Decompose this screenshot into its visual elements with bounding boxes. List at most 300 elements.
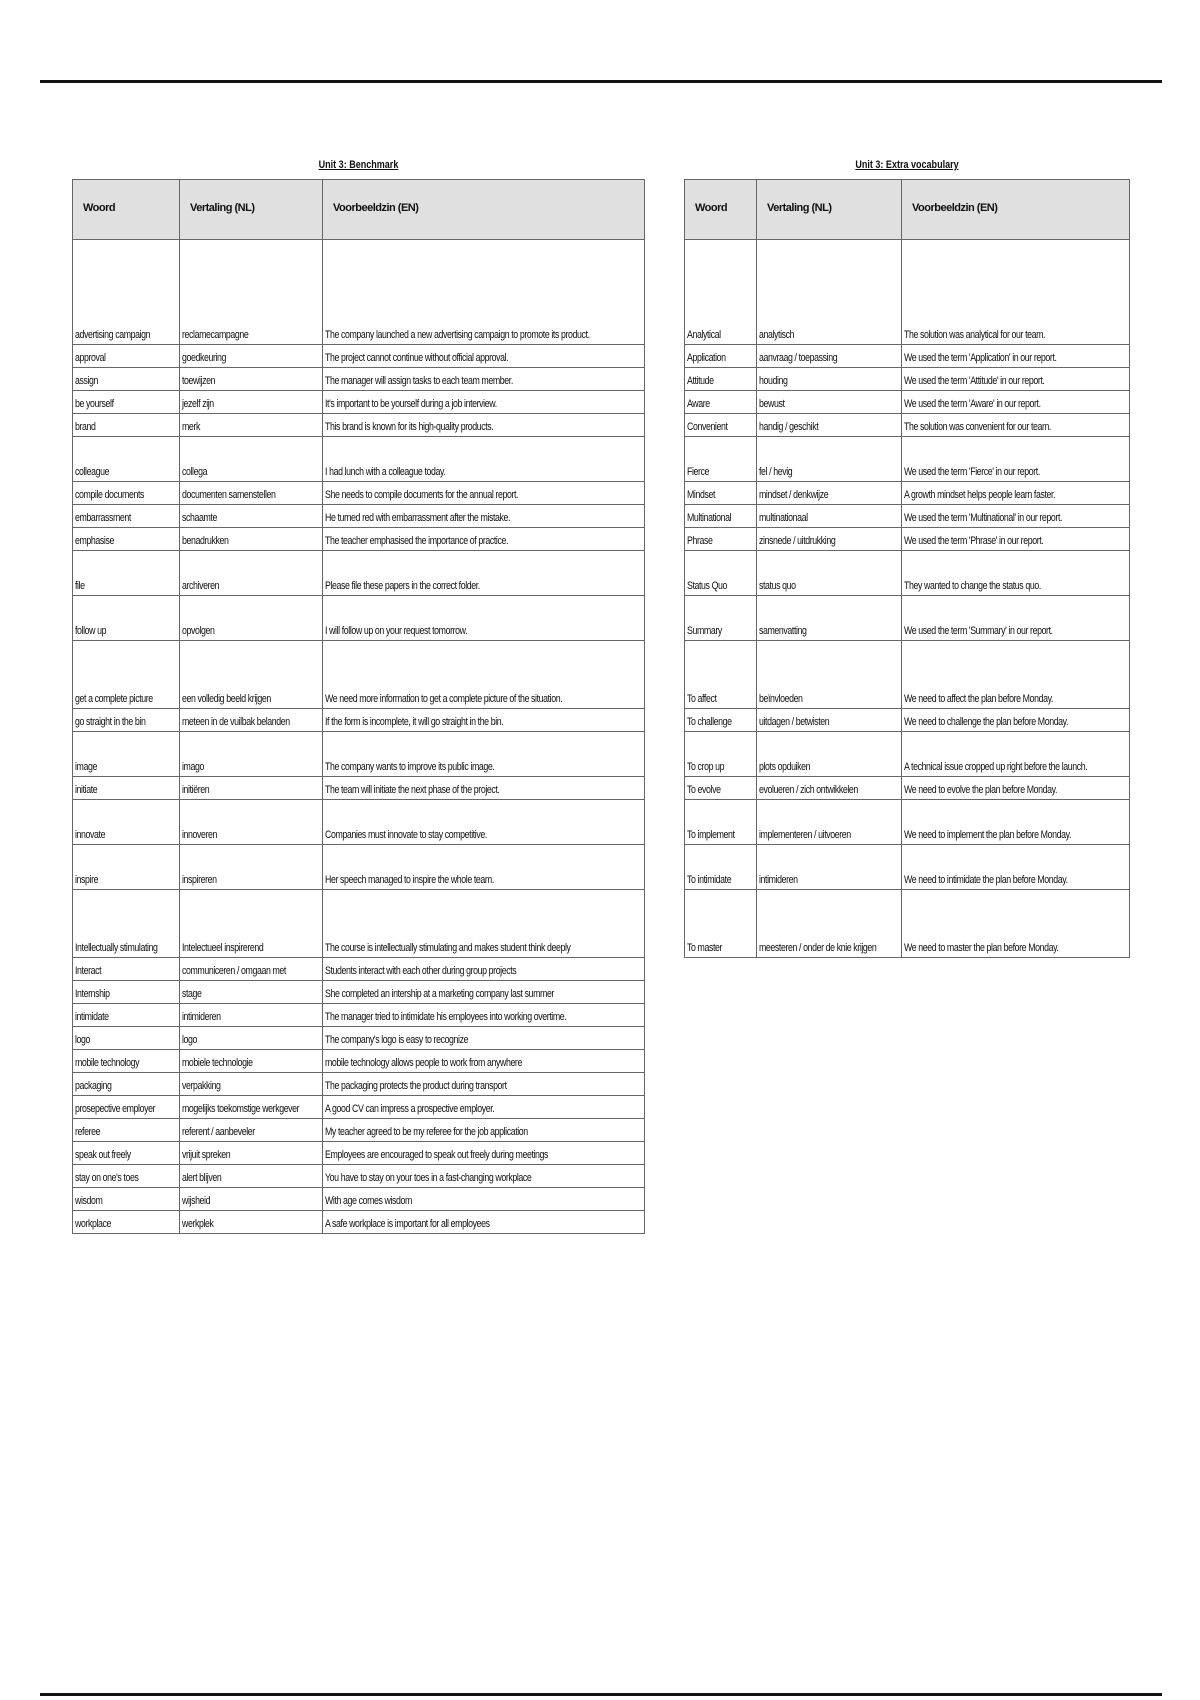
cell-woord [73,709,180,732]
cell-vertaling [757,482,902,505]
cell-voorbeeldzin-text: We need to challenge the plan before Monday. [904,716,1069,728]
cell-vertaling [180,528,323,551]
cell-voorbeeldzin-text: He turned red with embarrassment after the mistake. [325,512,511,524]
cell-woord-text: Convenient [687,421,728,433]
cell-voorbeeldzin-text: A growth mindset helps people learn faster. [904,489,1056,501]
cell-voorbeeldzin [902,482,1130,505]
cell-voorbeeldzin-text: She needs to compile documents for the annual report. [325,489,519,501]
cell-woord [73,528,180,551]
cell-woord-text: embarrassment [75,512,131,524]
cell-woord-text: To intimidate [687,874,732,886]
cell-voorbeeldzin [323,981,645,1004]
cell-woord-text: file [75,580,85,592]
table-row [73,800,645,845]
cell-woord [685,890,757,958]
cell-voorbeeldzin [323,777,645,800]
cell-woord-text: go straight in the bin [75,716,146,728]
cell-vertaling [180,800,323,845]
cell-woord-text: Mindset [687,489,716,501]
cell-voorbeeldzin-text: We need to affect the plan before Monday. [904,693,1053,705]
cell-woord [73,845,180,890]
cell-woord [685,732,757,777]
table-row [73,551,645,596]
cell-voorbeeldzin [323,845,645,890]
cell-vertaling-text: verpakking [182,1080,221,1092]
cell-woord-text: brand [75,421,96,433]
table-row [685,437,1130,482]
cell-woord [73,800,180,845]
table-row [685,845,1130,890]
cell-voorbeeldzin-text: A safe workplace is important for all employees [325,1218,490,1230]
cell-vertaling [180,1119,323,1142]
cell-voorbeeldzin [902,345,1130,368]
table-row [73,437,645,482]
cell-voorbeeldzin-text: Her speech managed to inspire the whole team. [325,874,494,886]
cell-vertaling [757,345,902,368]
column-header-woord: Woord [73,180,180,240]
cell-vertaling-text: innoveren [182,829,218,841]
cell-woord [73,1027,180,1050]
cell-woord [73,368,180,391]
cell-voorbeeldzin-text: The manager will assign tasks to each team member. [325,375,513,387]
table-row [73,958,645,981]
cell-vertaling-text: handig / geschikt [759,421,819,433]
cell-vertaling-text: multinationaal [759,512,808,524]
cell-vertaling [757,641,902,709]
table-row [73,1096,645,1119]
cell-vertaling-text: jezelf zijn [182,398,214,410]
table-row [685,505,1130,528]
cell-vertaling [757,800,902,845]
cell-voorbeeldzin-text: We need to implement the plan before Monday. [904,829,1071,841]
cell-voorbeeldzin [323,800,645,845]
table-row [73,1142,645,1165]
cell-woord [685,414,757,437]
cell-voorbeeldzin-text: We need to master the plan before Monday. [904,942,1059,954]
cell-voorbeeldzin [323,368,645,391]
cell-woord-text: intimidate [75,1011,109,1023]
cell-vertaling [757,551,902,596]
cell-voorbeeldzin [902,528,1130,551]
cell-woord-text: get a complete picture [75,693,153,705]
cell-voorbeeldzin [902,596,1130,641]
cell-woord-text: stay on one's toes [75,1172,139,1184]
cell-vertaling [180,958,323,981]
cell-woord-text: assign [75,375,99,387]
cell-woord-text: Interact [75,965,102,977]
cell-vertaling-text: intimideren [759,874,798,886]
cell-vertaling-text: wijsheid [182,1195,211,1207]
column-header-vertaling: Vertaling (NL) [180,180,323,240]
cell-vertaling [757,240,902,345]
table-row [73,596,645,641]
cell-voorbeeldzin-text: The course is intellectually stimulating and makes student think deeply [325,942,571,954]
cell-woord-text: follow up [75,625,107,637]
cell-voorbeeldzin [323,391,645,414]
cell-voorbeeldzin [323,1142,645,1165]
cell-voorbeeldzin [323,414,645,437]
cell-woord-text: emphasise [75,535,114,547]
cell-vertaling [757,414,902,437]
cell-woord [685,641,757,709]
cell-woord [685,391,757,414]
cell-voorbeeldzin-text: The company wants to improve its public image. [325,761,495,773]
cell-voorbeeldzin-text: Companies must innovate to stay competitive. [325,829,487,841]
table-row [685,732,1130,777]
cell-woord [73,240,180,345]
cell-vertaling [180,345,323,368]
cell-vertaling [180,1027,323,1050]
table-row [73,709,645,732]
top-rule [40,80,1162,83]
table-row [73,368,645,391]
cell-woord [685,437,757,482]
table-row [73,1027,645,1050]
cell-vertaling-text: mobiele technologie [182,1057,253,1069]
cell-voorbeeldzin [902,800,1130,845]
cell-woord-text: innovate [75,829,106,841]
table-row [73,414,645,437]
cell-voorbeeldzin-text: mobile technology allows people to work from anywhere [325,1057,522,1069]
table-row [73,1211,645,1234]
cell-voorbeeldzin [323,345,645,368]
cell-woord [73,732,180,777]
cell-vertaling [180,596,323,641]
cell-woord [685,345,757,368]
cell-vertaling [180,437,323,482]
table-row [685,345,1130,368]
cell-vertaling-text: reclamecampagne [182,329,249,341]
table-row [73,528,645,551]
cell-vertaling [180,641,323,709]
cell-voorbeeldzin-text: We used the term 'Attitude' in our report. [904,375,1045,387]
column-header-woord: Woord [685,180,757,240]
cell-voorbeeldzin [323,890,645,958]
table-row [685,596,1130,641]
table-row [73,345,645,368]
cell-vertaling [180,1096,323,1119]
cell-woord [73,414,180,437]
cell-voorbeeldzin-text: We need to intimidate the plan before Monday. [904,874,1068,886]
cell-voorbeeldzin [323,1211,645,1234]
table-row [73,777,645,800]
cell-vertaling [180,505,323,528]
cell-voorbeeldzin-text: The teacher emphasised the importance of practice. [325,535,508,547]
cell-voorbeeldzin-text: We need to evolve the plan before Monday. [904,784,1058,796]
cell-vertaling [757,505,902,528]
cell-voorbeeldzin [323,437,645,482]
cell-woord [73,1165,180,1188]
cell-woord-text: To evolve [687,784,721,796]
cell-vertaling-text: mindset / denkwijze [759,489,829,501]
cell-voorbeeldzin [902,709,1130,732]
table-row [73,890,645,958]
extra-vocabulary-table [684,179,1130,958]
table-row [73,1004,645,1027]
cell-voorbeeldzin [902,437,1130,482]
cell-woord-text: To implement [687,829,735,841]
cell-voorbeeldzin [323,641,645,709]
cell-vertaling-text: documenten samenstellen [182,489,276,501]
cell-voorbeeldzin-text: Please file these papers in the correct folder. [325,580,480,592]
cell-voorbeeldzin [902,414,1130,437]
cell-woord-text: Attitude [687,375,714,387]
cell-vertaling-text: zinsnede / uitdrukking [759,535,836,547]
cell-woord [73,596,180,641]
cell-vertaling [180,368,323,391]
cell-woord [685,551,757,596]
cell-vertaling [757,777,902,800]
cell-woord-text: workplace [75,1218,112,1230]
cell-vertaling [180,777,323,800]
cell-vertaling-text: mogelijks toekomstige werkgever [182,1103,300,1115]
cell-vertaling-text: werkplek [182,1218,214,1230]
cell-vertaling [180,1050,323,1073]
cell-vertaling [180,709,323,732]
cell-vertaling-text: Intelectueel inspirerend [182,942,264,954]
table-row [73,505,645,528]
cell-woord [685,800,757,845]
cell-vertaling [180,482,323,505]
bottom-rule [40,1693,1162,1696]
cell-woord-text: To crop up [687,761,725,773]
cell-voorbeeldzin [323,958,645,981]
column-header-voorbeeldzin: Voorbeeldzin (EN) [902,180,1130,240]
table-row [73,1119,645,1142]
table-row [73,845,645,890]
cell-voorbeeldzin-text: The company launched a new advertising campaign to promote its product. [325,329,590,341]
cell-woord [685,368,757,391]
cell-voorbeeldzin-text: A good CV can impress a prospective employer. [325,1103,495,1115]
cell-voorbeeldzin [323,551,645,596]
cell-vertaling [180,890,323,958]
cell-voorbeeldzin [323,1188,645,1211]
cell-vertaling [180,1004,323,1027]
cell-vertaling-text: merk [182,421,200,433]
cell-vertaling-text: opvolgen [182,625,215,637]
cell-vertaling-text: schaamte [182,512,217,524]
cell-woord-text: image [75,761,97,773]
cell-voorbeeldzin-text: We used the term 'Summary' in our report. [904,625,1053,637]
cell-woord-text: Intellectually stimulating [75,942,158,954]
cell-vertaling-text: implementeren / uitvoeren [759,829,851,841]
cell-vertaling-text: meteen in de vuilbak belanden [182,716,290,728]
cell-woord [73,890,180,958]
cell-voorbeeldzin [323,528,645,551]
cell-voorbeeldzin [323,1027,645,1050]
cell-vertaling-text: goedkeuring [182,352,227,364]
cell-woord-text: To master [687,942,723,954]
cell-vertaling [757,528,902,551]
cell-vertaling [180,391,323,414]
cell-voorbeeldzin [323,1050,645,1073]
cell-vertaling [757,845,902,890]
cell-woord [685,505,757,528]
cell-woord-text: wisdom [75,1195,103,1207]
cell-voorbeeldzin [323,482,645,505]
cell-woord [73,981,180,1004]
cell-vertaling-text: imago [182,761,204,773]
cell-woord [685,596,757,641]
table-row [73,981,645,1004]
cell-vertaling [757,732,902,777]
table-row [73,240,645,345]
cell-woord-text: Analytical [687,329,721,341]
cell-woord [73,1073,180,1096]
cell-vertaling-text: communiceren / omgaan met [182,965,286,977]
cell-vertaling [180,551,323,596]
cell-woord-text: Fierce [687,466,710,478]
cell-woord-text: speak out freely [75,1149,131,1161]
cell-voorbeeldzin [323,732,645,777]
cell-woord-text: mobile technology [75,1057,140,1069]
cell-woord [73,1142,180,1165]
cell-woord [73,1050,180,1073]
cell-woord [73,1211,180,1234]
cell-woord [73,551,180,596]
table-row [73,1050,645,1073]
cell-voorbeeldzin-text: The manager tried to intimidate his employees into working overtime. [325,1011,567,1023]
cell-vertaling-text: analytisch [759,329,795,341]
cell-woord-text: colleague [75,466,110,478]
cell-voorbeeldzin [323,1119,645,1142]
cell-voorbeeldzin-text: We used the term 'Fierce' in our report. [904,466,1040,478]
cell-voorbeeldzin-text: The project cannot continue without official approval. [325,352,509,364]
cell-voorbeeldzin [902,240,1130,345]
cell-vertaling [180,732,323,777]
cell-woord [73,391,180,414]
cell-voorbeeldzin-text: A technical issue cropped up right before the launch. [904,761,1088,773]
cell-voorbeeldzin [323,1004,645,1027]
cell-voorbeeldzin-text: Students interact with each other during group projects [325,965,517,977]
cell-vertaling-text: inspireren [182,874,217,886]
cell-vertaling-text: logo [182,1034,198,1046]
cell-woord [685,709,757,732]
cell-woord-text: logo [75,1034,91,1046]
cell-voorbeeldzin-text: If the form is incomplete, it will go straight in the bin. [325,716,504,728]
cell-woord [685,482,757,505]
cell-vertaling [757,368,902,391]
cell-vertaling-text: een volledig beeld krijgen [182,693,271,705]
table-row [685,528,1130,551]
cell-woord [73,1119,180,1142]
extra-vocabulary-table-section [684,158,1130,958]
cell-woord [73,437,180,482]
cell-voorbeeldzin-text: We used the term 'Application' in our report. [904,352,1057,364]
table-row [685,414,1130,437]
cell-woord [685,528,757,551]
cell-voorbeeldzin-text: The solution was convenient for our team. [904,421,1051,433]
cell-woord-text: Internship [75,988,110,1000]
cell-voorbeeldzin-text: Employees are encouraged to speak out freely during meetings [325,1149,549,1161]
cell-voorbeeldzin [902,505,1130,528]
table-row [685,890,1130,958]
cell-voorbeeldzin-text: We need more information to get a complete picture of the situation. [325,693,563,705]
cell-voorbeeldzin-text: This brand is known for its high-quality products. [325,421,494,433]
cell-voorbeeldzin-text: The team will initiate the next phase of the project. [325,784,500,796]
cell-vertaling-text: meesteren / onder de knie krijgen [759,942,877,954]
cell-vertaling-text: aanvraag / toepassing [759,352,838,364]
cell-vertaling-text: referent / aanbeveler [182,1126,255,1138]
table-row [685,777,1130,800]
table-row [73,1188,645,1211]
cell-voorbeeldzin-text: We used the term 'Phrase' in our report. [904,535,1044,547]
cell-voorbeeldzin [902,777,1130,800]
benchmark-table-title: Unit 3: Benchmark [318,159,399,171]
table-row [685,391,1130,414]
table-row [73,1073,645,1096]
cell-vertaling-text: collega [182,466,208,478]
cell-woord-text: Summary [687,625,722,637]
cell-woord-text: referee [75,1126,101,1138]
table-row [73,391,645,414]
cell-vertaling-text: benadrukken [182,535,229,547]
cell-vertaling-text: intimideren [182,1011,221,1023]
cell-woord [685,777,757,800]
cell-vertaling-text: fel / hevig [759,466,793,478]
cell-vertaling [757,391,902,414]
cell-vertaling [180,1165,323,1188]
cell-woord-text: compile documents [75,489,145,501]
cell-woord-text: To affect [687,693,717,705]
cell-voorbeeldzin [902,732,1130,777]
column-header-voorbeeldzin: Voorbeeldzin (EN) [323,180,645,240]
cell-woord-text: Phrase [687,535,713,547]
cell-vertaling [180,1142,323,1165]
cell-voorbeeldzin-text: It's important to be yourself during a job interview. [325,398,497,410]
cell-voorbeeldzin-text: We used the term 'Aware' in our report. [904,398,1041,410]
cell-vertaling-text: houding [759,375,788,387]
table-header-row [73,180,645,240]
table-header-row [685,180,1130,240]
table-row [73,641,645,709]
cell-woord [73,777,180,800]
cell-woord-text: advertising campaign [75,329,151,341]
cell-woord [73,1096,180,1119]
cell-voorbeeldzin-text: I had lunch with a colleague today. [325,466,446,478]
cell-voorbeeldzin [323,596,645,641]
column-header-vertaling: Vertaling (NL) [757,180,902,240]
cell-woord-text: prosepective employer [75,1103,156,1115]
cell-vertaling-text: stage [182,988,202,1000]
cell-vertaling-text: initiëren [182,784,210,796]
cell-woord [73,482,180,505]
table-row [73,1165,645,1188]
table-row [685,709,1130,732]
cell-voorbeeldzin [902,845,1130,890]
cell-woord [73,1004,180,1027]
cell-voorbeeldzin-text: The packaging protects the product during transport [325,1080,507,1092]
cell-voorbeeldzin-text: We used the term 'Multinational' in our report. [904,512,1063,524]
cell-vertaling [757,709,902,732]
cell-voorbeeldzin [902,551,1130,596]
cell-vertaling [180,1073,323,1096]
cell-woord [73,641,180,709]
table-row [685,368,1130,391]
cell-voorbeeldzin [323,1096,645,1119]
cell-voorbeeldzin [323,1165,645,1188]
benchmark-vocabulary-table [72,179,645,1234]
cell-voorbeeldzin [323,505,645,528]
cell-woord-text: Application [687,352,726,364]
cell-woord-text: Multinational [687,512,732,524]
cell-woord-text: initiate [75,784,98,796]
cell-woord-text: To challenge [687,716,732,728]
cell-voorbeeldzin [323,240,645,345]
cell-woord-text: packaging [75,1080,112,1092]
cell-voorbeeldzin-text: My teacher agreed to be my referee for the job application [325,1126,528,1138]
cell-woord-text: Status Quo [687,580,728,592]
